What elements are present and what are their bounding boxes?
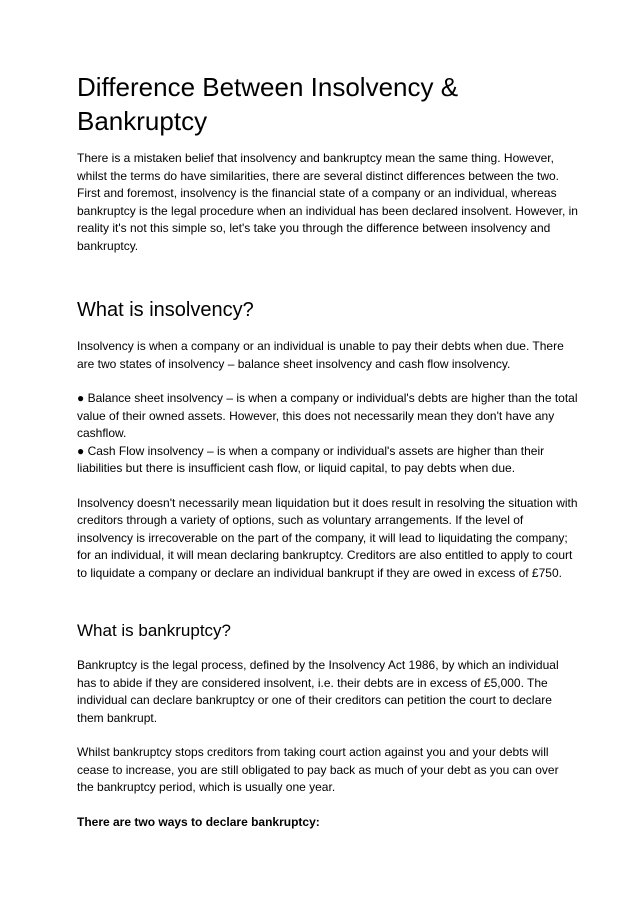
- intro-paragraph: There is a mistaken belief that insolvency and bankruptcy mean the same thing. However, whilst the terms do have similarities, there are several distinct differences between the two. First and foremost, insolvency is the financial state of a company or an individual, whereas bankruptcy is the legal procedure when an individual has been declared insolvent. However, in reality it's not this simple so, let's take you through the difference between insolvency and bankruptcy.: [77, 151, 578, 253]
- insolvency-heading: What is insolvency?: [77, 299, 254, 321]
- bankruptcy-paragraph-2: Whilst bankruptcy stops creditors from taking court action against you and your debts will cease to increase, you are still obligated to pay back as much of your debt as you can over the bankruptcy period, which is usually one year.: [77, 745, 559, 794]
- bankruptcy-ways-heading: There are two ways to declare bankruptcy:: [77, 814, 320, 829]
- insolvency-paragraph-2: Insolvency doesn't necessarily mean liquidation but it does result in resolving the situation with creditors through a variety of options, such as voluntary arrangements. If the level of insolvency is irrecoverable on the part of the company, it will lead to liquidating the company; for an individual, it will mean declaring bankruptcy. Creditors are also entitled to apply to court to liquidate a company or declare an individual bankrupt if they are owed in excess of £750.: [77, 495, 578, 580]
- bankruptcy-heading: What is bankruptcy?: [77, 621, 232, 640]
- page-title: Difference Between Insolvency & Bankruptcy: [77, 72, 459, 136]
- bankruptcy-paragraph-1: Bankruptcy is the legal process, defined by the Insolvency Act 1986, by which an individual has to abide if they are considered insolvent, i.e. their debts are in excess of £5,000. The individual can declare bankruptcy or one of their creditors can petition the court to declare them bankrupt.: [77, 658, 559, 725]
- insolvency-paragraph-1: Insolvency is when a company or an individual is unable to pay their debts when due. There are two states of insolvency – balance sheet insolvency and cash flow insolvency.: [77, 339, 564, 371]
- insolvency-bullet-cash-flow: ● Cash Flow insolvency – is when a company or individual's assets are higher than their liabilities but there is insufficient cash flow, or liquid capital, to pay debts when due.: [77, 443, 545, 475]
- insolvency-bullet-balance-sheet: ● Balance sheet insolvency – is when a company or individual's debts are higher than the total value of their owned assets. However, this does not necessarily mean they don't have any cashflow.: [77, 391, 578, 440]
